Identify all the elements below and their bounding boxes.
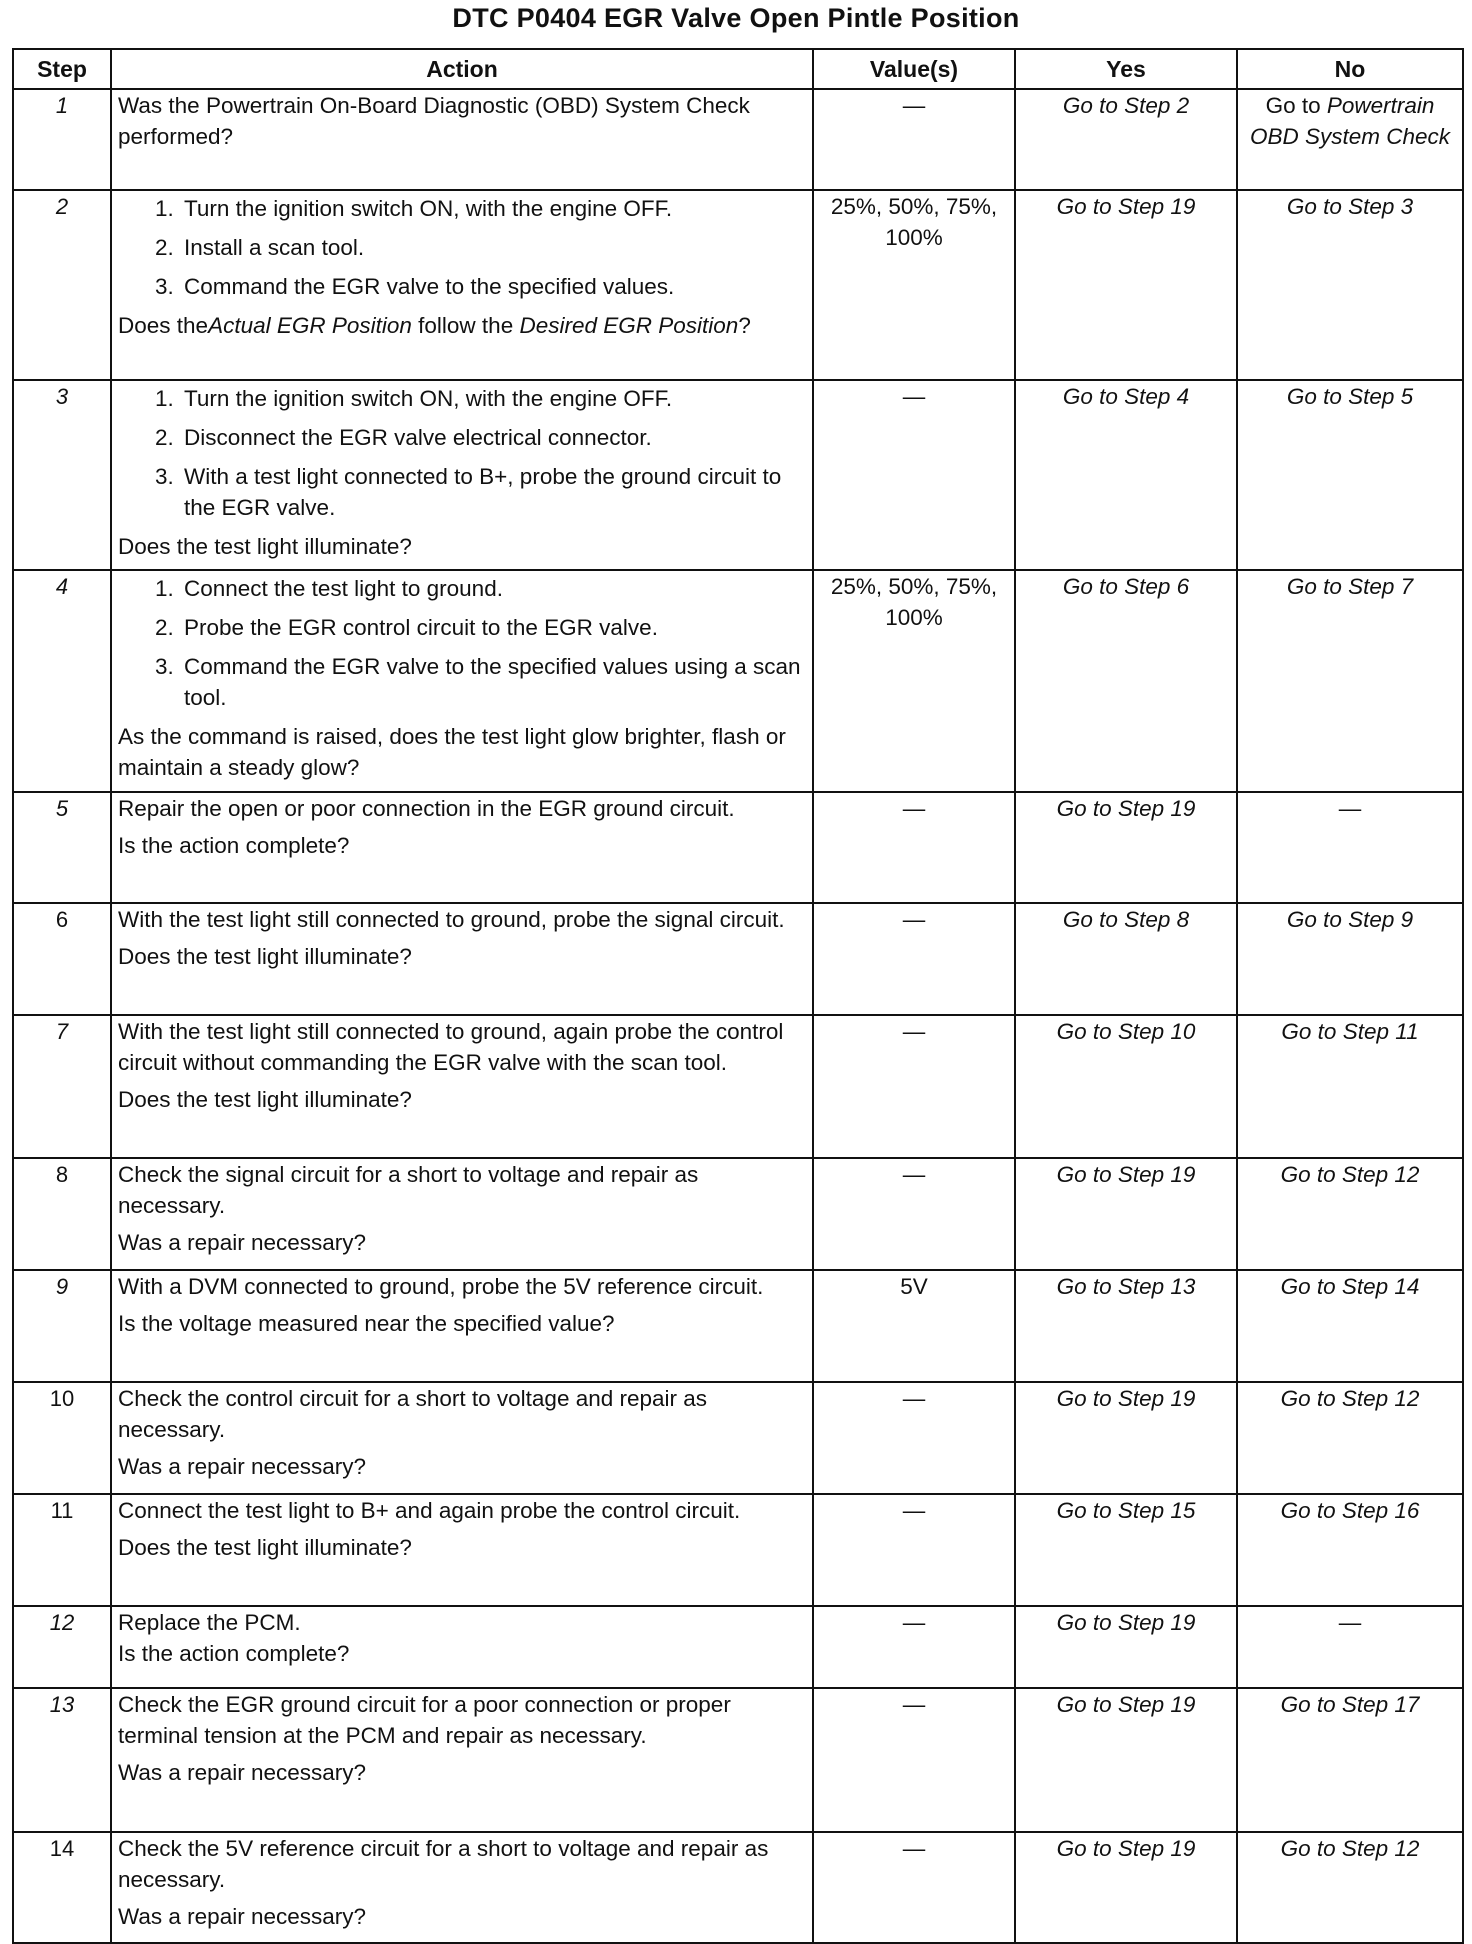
action-cell bbox=[111, 1606, 813, 1688]
question: Does the test light illuminate? bbox=[118, 944, 412, 969]
step-number: 7 bbox=[13, 1015, 111, 1158]
action-text: With the test light still connected to ground, probe the signal circuit. bbox=[118, 907, 785, 932]
action-cell bbox=[111, 792, 813, 903]
value-cell: — bbox=[813, 903, 1015, 1015]
substep: 3. With a test light connected to B+, probe the ground circuit to the EGR valve. bbox=[180, 461, 806, 523]
substep: 1. Turn the ignition switch ON, with the engine OFF. bbox=[180, 193, 806, 224]
question: Does the test light illuminate? bbox=[118, 534, 412, 559]
no-cell: Go to Step 17 bbox=[1237, 1688, 1463, 1832]
header-action: Action bbox=[111, 49, 813, 89]
diagnostic-table bbox=[12, 48, 1464, 1944]
action-cell bbox=[111, 1494, 813, 1606]
action-text: With a DVM connected to ground, probe the 5V reference circuit. bbox=[118, 1274, 764, 1299]
yes-cell: Go to Step 10 bbox=[1015, 1015, 1237, 1158]
yes-cell: Go to Step 15 bbox=[1015, 1494, 1237, 1606]
no-prefix: Go to bbox=[1265, 93, 1321, 118]
action-text: Replace the PCM. bbox=[118, 1610, 301, 1635]
table-row bbox=[13, 1494, 1463, 1606]
value-cell: — bbox=[813, 1382, 1015, 1494]
step-number: 5 bbox=[13, 792, 111, 903]
table-row bbox=[13, 903, 1463, 1015]
question: Was a repair necessary? bbox=[118, 1454, 367, 1479]
yes-cell: Go to Step 4 bbox=[1015, 380, 1237, 570]
action-cell bbox=[111, 903, 813, 1015]
action-text: Check the signal circuit for a short to voltage and repair as necessary. bbox=[118, 1162, 699, 1218]
action-text: Repair the open or poor connection in the EGR ground circuit. bbox=[118, 796, 735, 821]
substep: 1. Connect the test light to ground. bbox=[180, 573, 806, 604]
value-cell: 25%, 50%, 75%, 100% bbox=[813, 190, 1015, 380]
action-text: Connect the test light to B+ and again probe the control circuit. bbox=[118, 1498, 741, 1523]
question: As the command is raised, does the test light glow brighter, flash or maintain a steady glow? bbox=[118, 724, 786, 780]
question: Was a repair necessary? bbox=[118, 1760, 367, 1785]
value-cell: — bbox=[813, 89, 1015, 190]
no-cell: Go to Step 9 bbox=[1237, 903, 1463, 1015]
substep-list bbox=[118, 193, 806, 302]
value-cell: — bbox=[813, 1606, 1015, 1688]
substep: 3. Command the EGR valve to the specified values. bbox=[180, 271, 806, 302]
step-number: 2 bbox=[13, 190, 111, 380]
substep: 2. Probe the EGR control circuit to the EGR valve. bbox=[180, 612, 806, 643]
substep: 1. Turn the ignition switch ON, with the engine OFF. bbox=[180, 383, 806, 414]
no-cell: — bbox=[1237, 1606, 1463, 1688]
no-cell bbox=[1237, 89, 1463, 190]
yes-cell: Go to Step 19 bbox=[1015, 1382, 1237, 1494]
yes-cell: Go to Step 19 bbox=[1015, 1158, 1237, 1270]
table-row bbox=[13, 89, 1463, 190]
yes-cell: Go to Step 6 bbox=[1015, 570, 1237, 792]
table-row bbox=[13, 190, 1463, 380]
question-text: Does the bbox=[118, 313, 209, 338]
action-cell bbox=[111, 190, 813, 380]
table-row bbox=[13, 1832, 1463, 1943]
header-row bbox=[13, 49, 1463, 89]
question: Is the action complete? bbox=[118, 833, 350, 858]
step-number: 6 bbox=[13, 903, 111, 1015]
header-no: No bbox=[1237, 49, 1463, 89]
step-number: 11 bbox=[13, 1494, 111, 1606]
value-cell: 25%, 50%, 75%, 100% bbox=[813, 570, 1015, 792]
step-number: 8 bbox=[13, 1158, 111, 1270]
no-cell: Go to Step 14 bbox=[1237, 1270, 1463, 1382]
substep: 2. Disconnect the EGR valve electrical connector. bbox=[180, 422, 806, 453]
no-cell: Go to Step 11 bbox=[1237, 1015, 1463, 1158]
step-number: 1 bbox=[13, 89, 111, 190]
value-cell: — bbox=[813, 792, 1015, 903]
step-number: 9 bbox=[13, 1270, 111, 1382]
step-number: 13 bbox=[13, 1688, 111, 1832]
question-text: follow the bbox=[411, 313, 520, 338]
question-emphasis: Actual EGR Position bbox=[208, 313, 412, 338]
no-cell: Go to Step 5 bbox=[1237, 380, 1463, 570]
question-emphasis: Desired EGR Position bbox=[519, 313, 739, 338]
yes-cell: Go to Step 19 bbox=[1015, 1606, 1237, 1688]
value-cell: — bbox=[813, 1158, 1015, 1270]
header-values: Value(s) bbox=[813, 49, 1015, 89]
no-cell: Go to Step 12 bbox=[1237, 1382, 1463, 1494]
no-cell: Go to Step 12 bbox=[1237, 1832, 1463, 1943]
header-step: Step bbox=[13, 49, 111, 89]
value-cell: 5V bbox=[813, 1270, 1015, 1382]
table-row bbox=[13, 380, 1463, 570]
action-cell bbox=[111, 380, 813, 570]
no-cell: Go to Step 7 bbox=[1237, 570, 1463, 792]
no-link: Powertrain OBD System Check bbox=[1249, 93, 1451, 149]
step-number: 12 bbox=[13, 1606, 111, 1688]
action-text: Check the control circuit for a short to voltage and repair as necessary. bbox=[118, 1386, 708, 1442]
no-cell: Go to Step 12 bbox=[1237, 1158, 1463, 1270]
table-row bbox=[13, 792, 1463, 903]
action-cell bbox=[111, 1015, 813, 1158]
step-number: 14 bbox=[13, 1832, 111, 1943]
question: Is the action complete? bbox=[118, 1641, 350, 1666]
table-row bbox=[13, 1606, 1463, 1688]
value-cell: — bbox=[813, 1832, 1015, 1943]
action-cell bbox=[111, 1832, 813, 1943]
substep-list bbox=[118, 573, 806, 713]
value-cell: — bbox=[813, 1688, 1015, 1832]
table-row bbox=[13, 1158, 1463, 1270]
action-text: Check the 5V reference circuit for a short to voltage and repair as necessary. bbox=[118, 1836, 769, 1892]
question-text: ? bbox=[738, 313, 751, 338]
question: Does the test light illuminate? bbox=[118, 1087, 412, 1112]
question: Is the voltage measured near the specified value? bbox=[118, 1311, 615, 1336]
page-title: DTC P0404 EGR Valve Open Pintle Position bbox=[452, 3, 1020, 33]
header-yes: Yes bbox=[1015, 49, 1237, 89]
value-cell: — bbox=[813, 1015, 1015, 1158]
value-cell: — bbox=[813, 380, 1015, 570]
no-cell: Go to Step 3 bbox=[1237, 190, 1463, 380]
question: Was a repair necessary? bbox=[118, 1230, 367, 1255]
table-row bbox=[13, 570, 1463, 792]
value-cell: — bbox=[813, 1494, 1015, 1606]
yes-cell: Go to Step 19 bbox=[1015, 1832, 1237, 1943]
yes-cell: Go to Step 2 bbox=[1015, 89, 1237, 190]
action-cell bbox=[111, 1158, 813, 1270]
action-cell bbox=[111, 89, 813, 190]
table-row bbox=[13, 1015, 1463, 1158]
step-number: 3 bbox=[13, 380, 111, 570]
substep-list bbox=[118, 383, 806, 523]
yes-cell: Go to Step 8 bbox=[1015, 903, 1237, 1015]
action-cell bbox=[111, 1270, 813, 1382]
action-cell bbox=[111, 1382, 813, 1494]
substep: 2. Install a scan tool. bbox=[180, 232, 806, 263]
action-cell bbox=[111, 570, 813, 792]
yes-cell: Go to Step 13 bbox=[1015, 1270, 1237, 1382]
yes-cell: Go to Step 19 bbox=[1015, 190, 1237, 380]
substep: 3. Command the EGR valve to the specified values using a scan tool. bbox=[180, 651, 806, 713]
action-text: Was the Powertrain On-Board Diagnostic (OBD) System Check performed? bbox=[118, 93, 750, 149]
action-text: Check the EGR ground circuit for a poor connection or proper terminal tension at the PCM and repair as necessary. bbox=[118, 1692, 731, 1748]
no-cell: — bbox=[1237, 792, 1463, 903]
action-cell bbox=[111, 1688, 813, 1832]
question: Was a repair necessary? bbox=[118, 1904, 367, 1929]
yes-cell: Go to Step 19 bbox=[1015, 792, 1237, 903]
step-number: 10 bbox=[13, 1382, 111, 1494]
yes-cell: Go to Step 19 bbox=[1015, 1688, 1237, 1832]
table-row bbox=[13, 1688, 1463, 1832]
question: Does the test light illuminate? bbox=[118, 1535, 412, 1560]
no-cell: Go to Step 16 bbox=[1237, 1494, 1463, 1606]
step-number: 4 bbox=[13, 570, 111, 792]
action-text: With the test light still connected to ground, again probe the control circuit without commanding the EGR valve with the scan tool. bbox=[118, 1019, 784, 1075]
table-row bbox=[13, 1270, 1463, 1382]
question bbox=[118, 310, 806, 341]
table-row bbox=[13, 1382, 1463, 1494]
